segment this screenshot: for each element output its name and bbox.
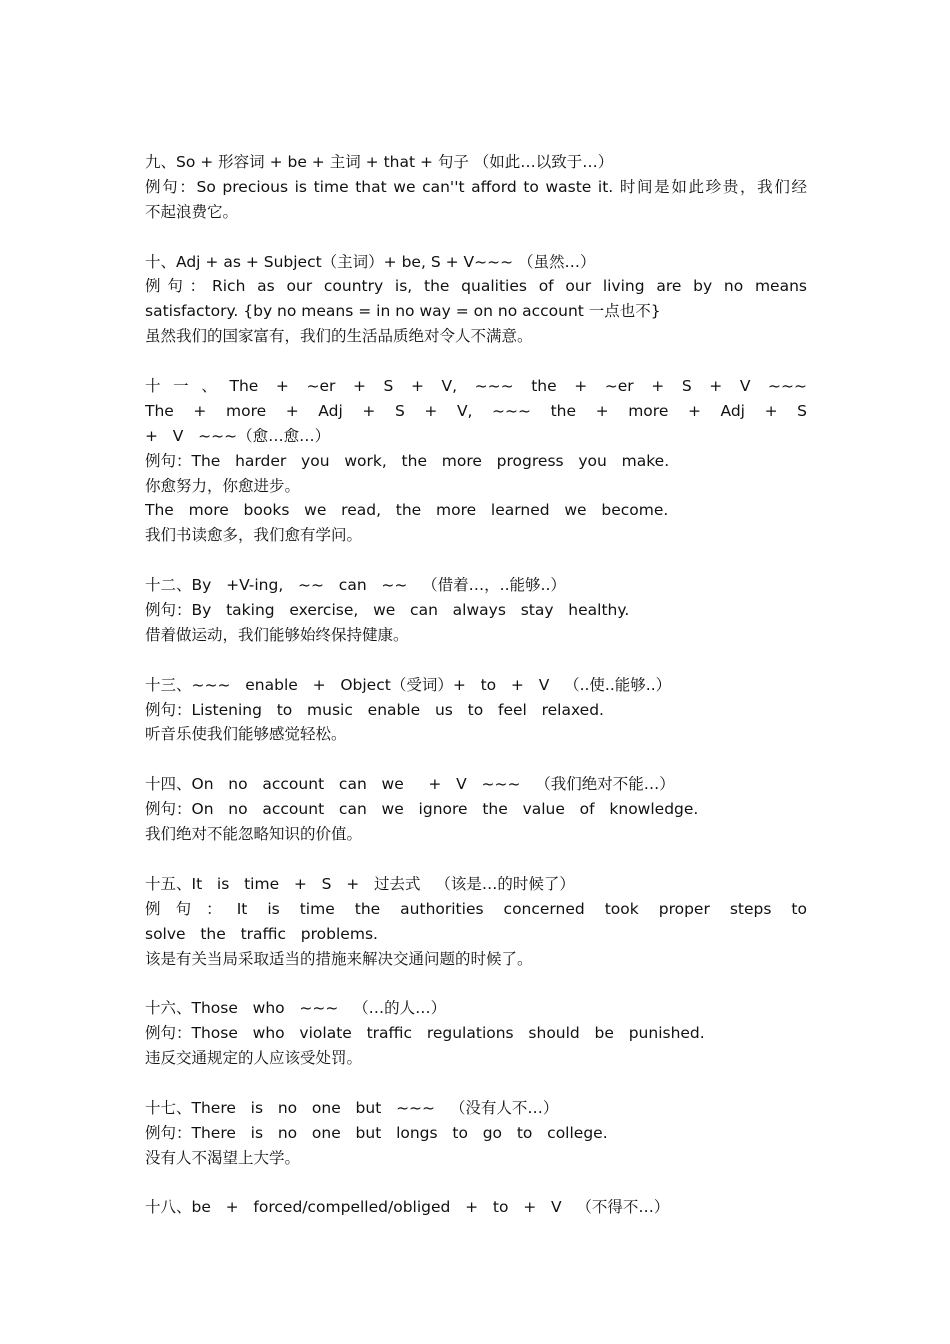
text-line: solve the traffic problems. <box>145 924 378 943</box>
example-sentence: 例句：By taking exercise, we can always stay healthy. <box>145 601 630 620</box>
pattern-heading: 十八、be + forced/compelled/obliged + to + V （不得不…） <box>145 1198 670 1217</box>
text-line: 虽然我们的国家富有，我们的生活品质绝对令人不满意。 <box>145 327 533 346</box>
grammar-pattern-section <box>145 872 807 972</box>
text-line: 该是有关当局采取适当的措施来解决交通问题的时候了。 <box>145 949 533 968</box>
example-sentence: 例句：It is time the authorities concerned took proper steps to <box>145 899 807 918</box>
pattern-heading: 十四、On no account can we + V ~~~ （我们绝对不能…） <box>145 775 675 794</box>
text-line: The more books we read, the more learned we become. <box>145 501 669 520</box>
example-sentence: 例句：There is no one but longs to go to college. <box>145 1123 608 1142</box>
section-spacer <box>145 847 807 872</box>
text-line: 我们书读愈多，我们愈有学问。 <box>145 526 363 545</box>
pattern-heading: 十三、~~~ enable + Object（受词）+ to + V （..使..能够..） <box>145 675 672 694</box>
text-line: 借着做运动，我们能够始终保持健康。 <box>145 625 409 644</box>
grammar-pattern-section <box>145 573 807 648</box>
section-spacer <box>145 648 807 673</box>
text-line: 没有人不渴望上大学。 <box>145 1148 301 1167</box>
grammar-pattern-section <box>145 1096 807 1171</box>
pattern-heading: 十七、There is no one but ~~~ （没有人不…） <box>145 1098 559 1117</box>
grammar-pattern-section <box>145 250 807 350</box>
text-line: 听音乐使我们能够感觉轻松。 <box>145 725 347 744</box>
section-spacer <box>145 225 807 250</box>
text-line: 违反交通规定的人应该受处罚。 <box>145 1049 363 1068</box>
grammar-pattern-section <box>145 996 807 1071</box>
text-line: 不起浪费它。 <box>145 202 239 221</box>
text-line: 我们绝对不能忽略知识的价值。 <box>145 825 363 844</box>
section-spacer <box>145 349 807 374</box>
grammar-pattern-section <box>145 150 807 225</box>
pattern-heading: 九、So + 形容词 + be + 主词 + that + 句子 （如此…以致于…） <box>145 153 614 171</box>
text-line: The + more + Adj + S + V, ~~~ the + more + Adj + S <box>145 401 807 420</box>
section-spacer <box>145 1171 807 1196</box>
example-sentence: 例句：Those who violate traffic regulations should be punished. <box>145 1024 705 1043</box>
section-spacer <box>145 1071 807 1096</box>
document-body <box>145 150 807 1220</box>
text-line: + V ~~~（愈…愈…） <box>145 426 331 445</box>
example-sentence: 例句：Rich as our country is, the qualities of our living are by no means <box>145 277 807 296</box>
example-sentence: 例句：Listening to music enable us to feel relaxed. <box>145 700 604 719</box>
pattern-heading: 十六、Those who ~~~ （…的人…） <box>145 999 447 1018</box>
section-spacer <box>145 548 807 573</box>
pattern-heading: 十二、By +V-ing, ~~ can ~~ （借着…，..能够..） <box>145 576 566 595</box>
text-line: satisfactory. {by no means = in no way = on no account 一点也不} <box>145 302 661 321</box>
section-spacer <box>145 747 807 772</box>
section-spacer <box>145 971 807 996</box>
grammar-pattern-section <box>145 374 807 548</box>
pattern-heading: 十一、The + ~er + S + V, ~~~ the + ~er + S + V ~~~ <box>145 377 807 396</box>
grammar-pattern-section <box>145 1195 807 1220</box>
grammar-pattern-section <box>145 772 807 847</box>
example-sentence: 例句：On no account can we ignore the value of knowledge. <box>145 800 699 819</box>
grammar-pattern-section <box>145 673 807 748</box>
text-line: 你愈努力，你愈进步。 <box>145 476 301 495</box>
pattern-heading: 十五、It is time + S + 过去式 （该是…的时候了） <box>145 874 575 893</box>
example-sentence: 例句：The harder you work, the more progress you make. <box>145 451 670 470</box>
pattern-heading: 十、Adj + as + Subject（主词）+ be, S + V~~~ （虽然…） <box>145 252 596 271</box>
example-sentence: 例句：So precious is time that we can''t afford to waste it. 时间是如此珍贵，我们经 <box>145 177 807 196</box>
